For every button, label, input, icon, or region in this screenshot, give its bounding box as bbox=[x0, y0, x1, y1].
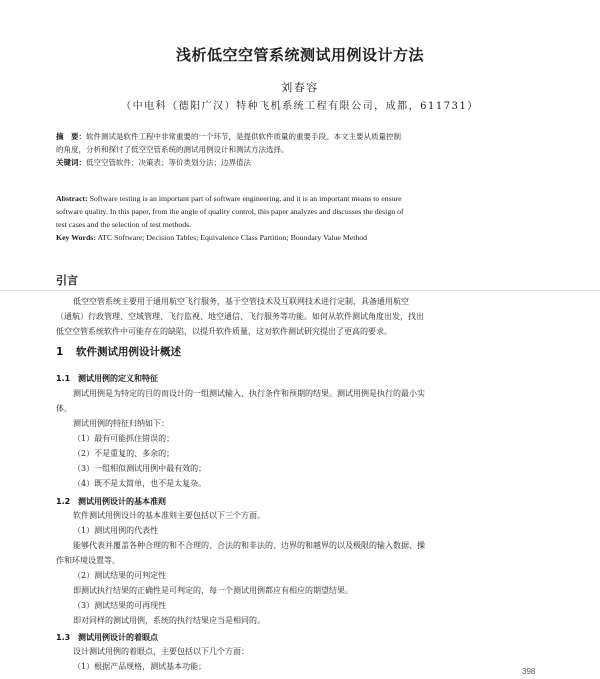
abstract-cn-label: 摘 要： bbox=[56, 132, 86, 141]
list-item: （1）最有可能抓住错误的； bbox=[73, 434, 175, 443]
intro-line-3: 低空空管系统软件中可能存在的缺陷，以提升软件质量，这对软件测试研究提出了更高的要求。 bbox=[56, 327, 392, 336]
intro-paragraph bbox=[56, 294, 552, 339]
intro-heading: 引言 bbox=[56, 274, 78, 287]
author-name: 刘春容 bbox=[281, 81, 319, 94]
s12-p1: 软件测试用例设计的基本准则主要包括以下三个方面。 bbox=[73, 511, 265, 520]
s12-item-2-text: 即测试执行结果的正确性是可判定的，每一个测试用例都应有相应的期望结果。 bbox=[73, 586, 353, 595]
subsection-1-3-title: 测试用例设计的着眼点 bbox=[78, 633, 158, 642]
subsection-1-2-body bbox=[56, 508, 552, 628]
s12-item-3: （3）测试结果的可再现性 bbox=[73, 601, 167, 610]
page-number: 398 bbox=[522, 667, 536, 676]
abstract-cn-line-2: 的角度，分析和探讨了低空空管系统的测试用例设计和测试方法选择。 bbox=[56, 145, 289, 154]
intro-line-2: （通航）行政管理、空域管理、飞行监视、地空通信、飞行服务等功能。如何从软件测试角度出发，找出 bbox=[56, 312, 424, 321]
abstract-cn-line-1: 软件测试是软件工程中非常重要的一个环节，是提供软件质量的重要手段。本文主要从质量控制 bbox=[86, 132, 401, 141]
subsection-1-2-heading bbox=[56, 496, 166, 507]
section-1-number: 1 bbox=[56, 346, 64, 358]
keywords-en: ATC Software; Decision Tables; Equivalence Class Partition; Boundary Value Method bbox=[95, 233, 368, 242]
list-item: （2）不是重复的、多余的； bbox=[73, 449, 175, 458]
subsection-1-2-title: 测试用例设计的基本准则 bbox=[78, 497, 166, 506]
s11-p1-line-2: 体。 bbox=[56, 404, 72, 413]
s12-item-2: （2）测试结果的可判定性 bbox=[73, 571, 167, 580]
keywords-cn-label: 关键词： bbox=[56, 158, 86, 167]
s12-item-1: （1）测试用例的代表性 bbox=[73, 526, 159, 535]
keywords-en-label: Key Words: bbox=[56, 233, 96, 242]
s11-p1-line-1: 测试用例是为特定的目的而设计的一组测试输入、执行条件和预期的结果。测试用例是执行的最小实 bbox=[73, 389, 425, 398]
subsection-1-1-heading bbox=[56, 373, 158, 384]
s13-item-1: （1）根据产品规格，测试基本功能； bbox=[73, 662, 207, 671]
abstract-en-line-1: Software testing is an important part of software engineering, and it is an important means to ensure bbox=[87, 194, 402, 203]
abstract-en-line-2: software quality. In this paper, from the angle of quality control, this paper analyzes and discusses the design of bbox=[56, 207, 404, 216]
s11-p2: 测试用例的特征归纳如下： bbox=[73, 419, 169, 428]
intro-line-1: 低空空管系统主要用于通用航空飞行服务，基于空管技术及互联网技术进行定制，具备通用航空 bbox=[73, 297, 409, 306]
section-divider bbox=[0, 290, 600, 291]
subsection-1-3-body bbox=[56, 644, 552, 674]
paper-title: 浅析低空空管系统测试用例设计方法 bbox=[175, 46, 424, 64]
s12-item-1-line-2: 作和环境设置等。 bbox=[56, 556, 120, 565]
keywords-cn: 低空空管软件；决策表；等价类划分法；边界值法 bbox=[86, 158, 251, 167]
abstract-en-line-3: test cases and the selection of test methods. bbox=[56, 220, 192, 229]
subsection-1-3-number: 1.3 bbox=[56, 633, 71, 642]
chinese-abstract bbox=[56, 130, 556, 169]
author-affiliation: （中电科（德阳广汉）特种飞机系统工程有限公司，成都，611731） bbox=[121, 101, 479, 112]
list-item: （3）一组相似测试用例中最有效的； bbox=[73, 464, 207, 473]
subsection-1-1-title: 测试用例的定义和特征 bbox=[78, 374, 158, 383]
subsection-1-1-body bbox=[56, 386, 552, 491]
subsection-1-1-number: 1.1 bbox=[56, 374, 71, 383]
section-1-heading bbox=[56, 344, 181, 359]
s13-p1: 设计测试用例的着眼点，主要包括以下几个方面： bbox=[73, 647, 249, 656]
subsection-1-3-heading bbox=[56, 632, 158, 643]
s12-item-3-text: 即对同样的测试用例，系统的执行结果应当是相同的。 bbox=[73, 616, 265, 625]
s12-item-1-line-1: 能够代表并覆盖各种合理的和不合理的、合法的和非法的、边界的和越界的以及极限的输入数据、操 bbox=[73, 541, 425, 550]
subsection-1-2-number: 1.2 bbox=[56, 497, 71, 506]
list-item: （4）既不是太简单，也不是太复杂。 bbox=[73, 479, 207, 488]
english-abstract bbox=[56, 192, 556, 244]
abstract-en-label: Abstract: bbox=[56, 194, 88, 203]
section-1-title: 软件测试用例设计概述 bbox=[76, 346, 181, 358]
